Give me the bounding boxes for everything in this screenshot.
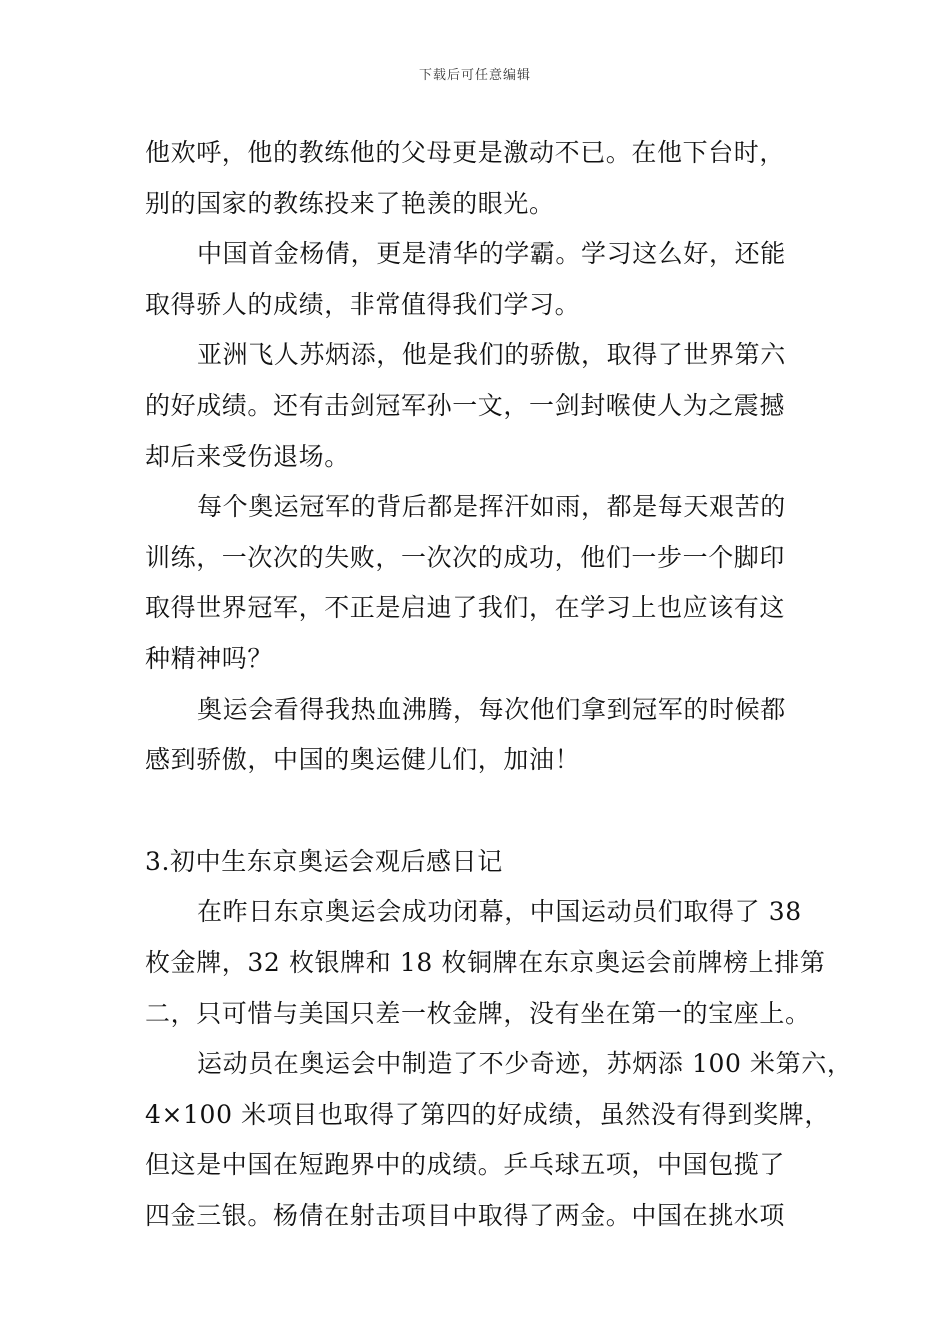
text-line: 但这是中国在短跑界中的成绩。乒乓球五项，中国包揽了 [145, 1150, 786, 1180]
page-header: 下载后可任意编辑 [418, 68, 531, 83]
text-line: 的好成绩。还有击剑冠军孙一文，一剑封喉使人为之震撼 [145, 390, 786, 420]
text-line: 种精神吗？ [145, 643, 274, 673]
text-line: 亚洲飞人苏炳添，他是我们的骄傲，取得了世界第六 [197, 340, 786, 370]
text-line: 训练，一次次的失败，一次次的成功，他们一步一个脚印 [145, 542, 786, 572]
text-line: 中国首金杨倩，更是清华的学霸。学习这么好，还能 [197, 239, 786, 269]
text-line: 感到骄傲，中国的奥运健儿们，加油！ [145, 745, 581, 775]
text-line: 枚金牌，32 枚银牌和 18 枚铜牌在东京奥运会前牌榜上排第 [145, 947, 826, 977]
text-line: 奥运会看得我热血沸腾，每次他们拿到冠军的时候都 [197, 694, 786, 724]
text-line: 在昨日东京奥运会成功闭幕，中国运动员们取得了 38 [197, 897, 802, 927]
text-line: 别的国家的教练投来了艳羡的眼光。 [145, 188, 555, 218]
text-line: 4×100 米项目也取得了第四的好成绩，虽然没有得到奖牌， [145, 1099, 830, 1129]
text-line: 每个奥运冠军的背后都是挥汗如雨，都是每天艰苦的 [197, 492, 786, 522]
section-heading: 3.初中生东京奥运会观后感日记 [145, 846, 503, 876]
text-line: 取得骄人的成绩，非常值得我们学习。 [145, 289, 581, 319]
text-line: 四金三银。杨倩在射击项目中取得了两金。中国在挑水项 [145, 1200, 786, 1230]
text-line: 运动员在奥运会中制造了不少奇迹，苏炳添 100 米第六， [197, 1049, 853, 1079]
text-line: 他欢呼，他的教练他的父母更是激动不已。在他下台时， [145, 138, 786, 167]
document-body [145, 128, 853, 1241]
paragraph-gap [145, 786, 815, 837]
text-line: 二，只可惜与美国只差一枚金牌，没有坐在第一的宝座上。 [145, 998, 811, 1028]
text-line: 却后来受伤退场。 [145, 441, 350, 471]
text-line: 取得世界冠军，不正是启迪了我们，在学习上也应该有这 [145, 593, 786, 623]
